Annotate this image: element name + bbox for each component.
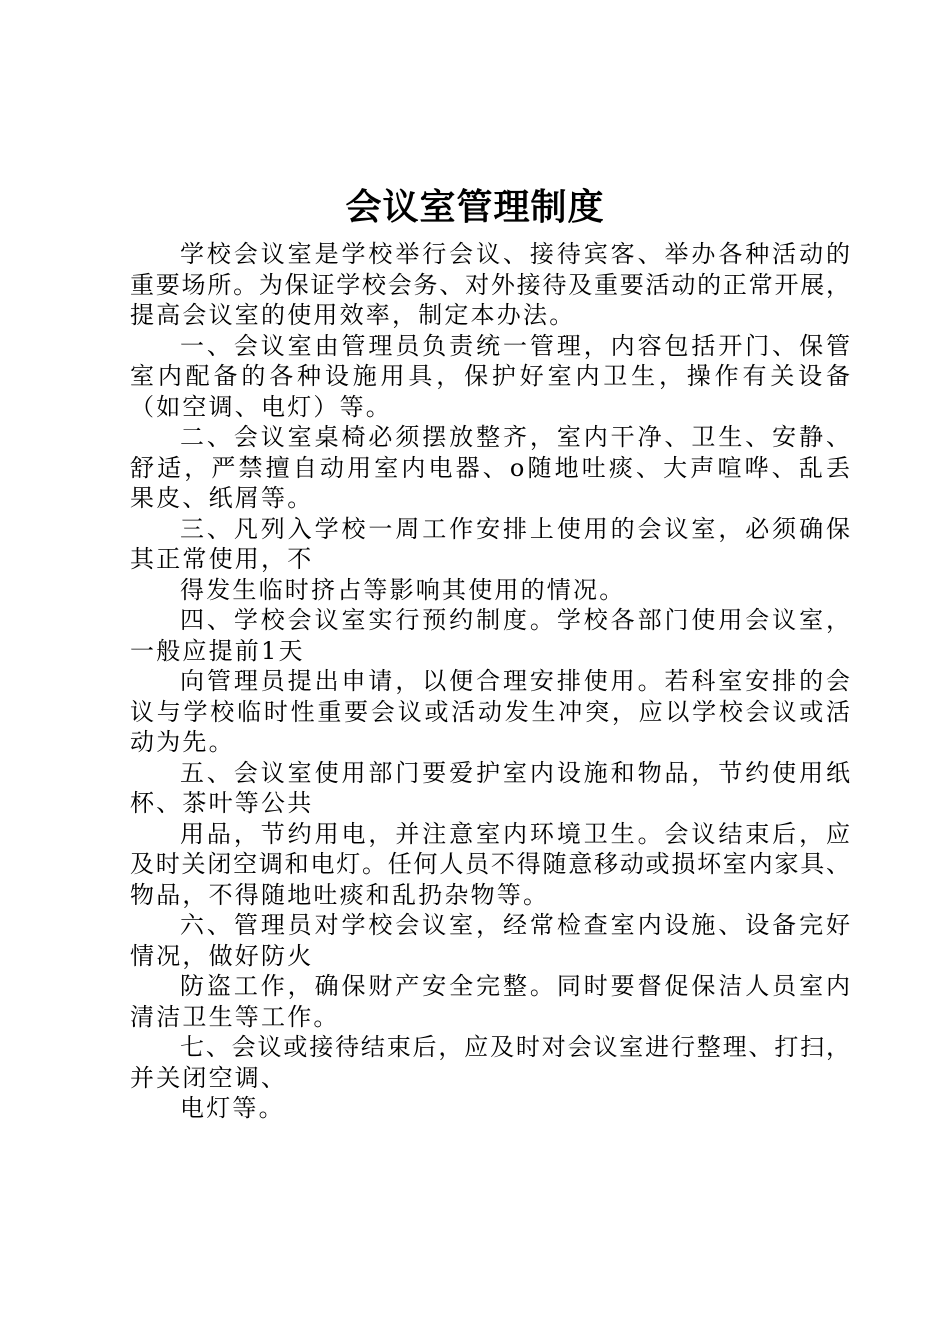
text-line: 防盗工作，确保财产安全完整。同时要督促保洁人员室内	[180, 972, 850, 1000]
text-line: 一、会议室由管理员负责统一管理，内容包括开门、保管	[180, 331, 850, 360]
document-title: 会议室管理制度	[345, 187, 605, 228]
text-line: 一般应提前1天	[130, 636, 305, 665]
text-line: 电灯等。	[180, 1094, 285, 1122]
text-line: 杯、茶叶等公共	[130, 789, 314, 817]
text-line: 重要场所。为保证学校会务、对外接待及重要活动的正常开展，	[130, 270, 850, 299]
text-line: 四、学校会议室实行预约制度。学校各部门使用会议室，	[180, 606, 850, 634]
text-line: 五、会议室使用部门要爱护室内设施和物品，节约使用纸	[180, 758, 850, 787]
text-line: 清洁卫生等工作。	[130, 1002, 340, 1031]
text-line: 得发生临时挤占等影响其使用的情况。	[180, 575, 626, 604]
text-line: 舒适，严禁擅自动用室内电器、o随地吐痰、大声喧哗、乱丢	[130, 453, 850, 482]
text-line: 议与学校临时性重要会议或活动发生冲突，应以学校会议或活	[130, 697, 850, 726]
text-line: 三、凡列入学校一周工作安排上使用的会议室，必须确保	[180, 514, 850, 543]
text-line: 六、管理员对学校会议室，经常检查室内设施、设备完好	[180, 911, 850, 939]
text-line: 七、会议或接待结束后，应及时对会议室进行整理、打扫，	[180, 1033, 850, 1061]
text-line: 情况，做好防火	[130, 941, 314, 970]
text-line: 动为先。	[130, 728, 235, 756]
text-line: 室内配备的各种设施用具，保护好室内卫生，操作有关设备	[130, 362, 850, 390]
text-line: 用品，节约用电，并注意室内环境卫生。会议结束后，应	[180, 819, 850, 848]
text-line: 及时关闭空调和电灯。任何人员不得随意移动或损坏室内家具、	[130, 850, 850, 878]
text-line: 并关闭空调、	[130, 1063, 288, 1092]
text-line: 物品，不得随地吐痰和乱扔杂物等。	[130, 880, 550, 909]
text-line: 学校会议室是学校举行会议、接待宾客、举办各种活动的	[180, 240, 850, 268]
document-body	[130, 239, 850, 1124]
text-line: 向管理员提出申请，以便合理安排使用。若科室安排的会	[180, 667, 850, 695]
text-line: 提高会议室的使用效率，制定本办法。	[130, 301, 576, 329]
text-line: 其正常使用，不	[130, 545, 314, 573]
text-line: 果皮、纸屑等。	[130, 484, 314, 512]
text-line: 二、会议室桌椅必须摆放整齐，室内干净、卫生、安静、	[180, 423, 850, 451]
text-line: （如空调、电灯）等。	[130, 392, 392, 421]
